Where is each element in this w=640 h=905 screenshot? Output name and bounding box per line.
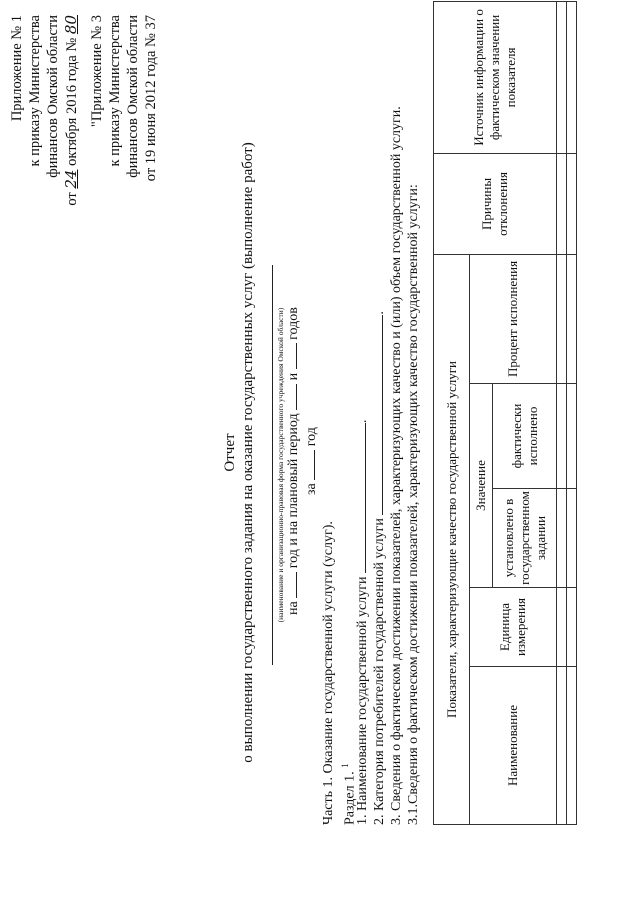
report-subtitle: о выполнении государственного задания на оказание государственных услуг (выполнение работ) bbox=[240, 142, 256, 763]
appendix-1-date bbox=[62, 15, 81, 265]
col-reasons: Причины отклонения bbox=[479, 171, 510, 236]
appendix-1-line2: к приказу Министерства bbox=[27, 15, 43, 167]
appendix-3-line2: к приказу Министерства bbox=[107, 15, 123, 167]
consumer-category-blank bbox=[382, 315, 383, 515]
actual-header-cell bbox=[493, 384, 557, 489]
item1-label: 1. Наименование государственной услуги bbox=[355, 576, 370, 825]
source-header-cell bbox=[434, 1, 557, 153]
za-label: за bbox=[304, 483, 319, 495]
service-name-blank bbox=[365, 423, 366, 573]
period-end: годов bbox=[286, 307, 301, 340]
table-cell bbox=[557, 153, 567, 254]
group-header-cell bbox=[434, 254, 470, 824]
indicators-item: 3. Сведения о фактическом достижении показателей, характеризующих качество и (или) объем государственной услуги. bbox=[389, 106, 404, 825]
group-header: Показатели, характеризующие качество государственной услуги bbox=[443, 361, 459, 718]
col-actual: фактически исполнено bbox=[508, 403, 540, 469]
unit-header-cell bbox=[470, 588, 557, 667]
table-cell bbox=[567, 667, 577, 825]
period-na: на bbox=[286, 601, 301, 615]
table-cell bbox=[557, 254, 567, 383]
table-cell bbox=[567, 384, 577, 489]
institution-caption: (наименование и организационно-правовая форма государственного учреждения Омской области) bbox=[276, 307, 285, 623]
table-cell bbox=[567, 588, 577, 667]
period-i: и bbox=[286, 372, 301, 381]
table-row bbox=[567, 1, 577, 824]
appendix-1-block bbox=[8, 15, 81, 265]
quality-indicators-item: 3.1.Сведения о фактическом достижении показателей, характеризующих качество государственной услуги: bbox=[406, 184, 421, 825]
table-cell bbox=[557, 1, 567, 153]
col-source: Источник информации о фактическом значении показателя bbox=[471, 9, 518, 146]
report-year-line bbox=[303, 427, 320, 495]
year-blank bbox=[296, 572, 297, 598]
appendix-3-block bbox=[88, 15, 160, 255]
col-name: Наименование bbox=[505, 705, 520, 786]
table-cell bbox=[557, 667, 567, 825]
planned-header-cell bbox=[493, 489, 557, 588]
value-header: Значение bbox=[473, 460, 488, 511]
table-cell bbox=[567, 153, 577, 254]
order-number-handwritten: 80 bbox=[62, 15, 80, 35]
part-heading: Часть 1. Оказание государственной услуги (услуг). bbox=[321, 521, 336, 825]
consumer-category-item: 2. Категория потребителей государственной услуги . bbox=[372, 311, 387, 825]
table-cell bbox=[557, 588, 567, 667]
report-title: Отчет bbox=[222, 433, 238, 472]
section-footnote: 1 bbox=[340, 763, 350, 768]
value-header-cell bbox=[470, 384, 493, 588]
appendix-1-line1: Приложение № 1 bbox=[9, 15, 25, 122]
col-planned: установлено в государственном задании bbox=[500, 491, 548, 585]
table-row bbox=[557, 1, 567, 824]
institution-name-line bbox=[272, 265, 273, 665]
section-label: Раздел 1. bbox=[342, 771, 358, 825]
col-unit: Единица измерения bbox=[497, 597, 528, 657]
table-cell bbox=[567, 489, 577, 588]
item2-label: 2. Категория потребителей государственной услуги bbox=[372, 518, 387, 825]
date-rest: октября 2016 года № bbox=[64, 34, 80, 170]
percent-header-cell bbox=[470, 254, 557, 383]
col-percent: Процент исполнения bbox=[505, 260, 520, 378]
appendix-3-line1: "Приложение № 3 bbox=[89, 15, 105, 128]
table-cell bbox=[567, 254, 577, 383]
reasons-header-cell bbox=[434, 153, 557, 254]
plan-year-blank-2 bbox=[296, 343, 297, 369]
appendix-1-line3: финансов Омской области bbox=[45, 15, 61, 178]
period-line bbox=[285, 307, 302, 615]
appendix-3-line3: финансов Омской области bbox=[125, 15, 141, 178]
name-header-cell bbox=[470, 667, 557, 825]
report-year-blank bbox=[314, 450, 315, 480]
quality-indicators-table bbox=[433, 1, 577, 825]
date-prefix: от bbox=[64, 188, 80, 206]
god-label: год bbox=[304, 427, 319, 447]
plan-year-blank-1 bbox=[296, 384, 297, 410]
service-name-item: 1. Наименование государственной услуги . bbox=[355, 419, 370, 825]
appendix-3-line4: от 19 июня 2012 года № 37 bbox=[143, 15, 159, 182]
period-mid: год и на плановый период bbox=[286, 413, 301, 569]
table-cell bbox=[557, 489, 567, 588]
table-cell bbox=[567, 1, 577, 153]
date-day-handwritten: 24 bbox=[62, 169, 80, 189]
table-cell bbox=[557, 384, 567, 489]
